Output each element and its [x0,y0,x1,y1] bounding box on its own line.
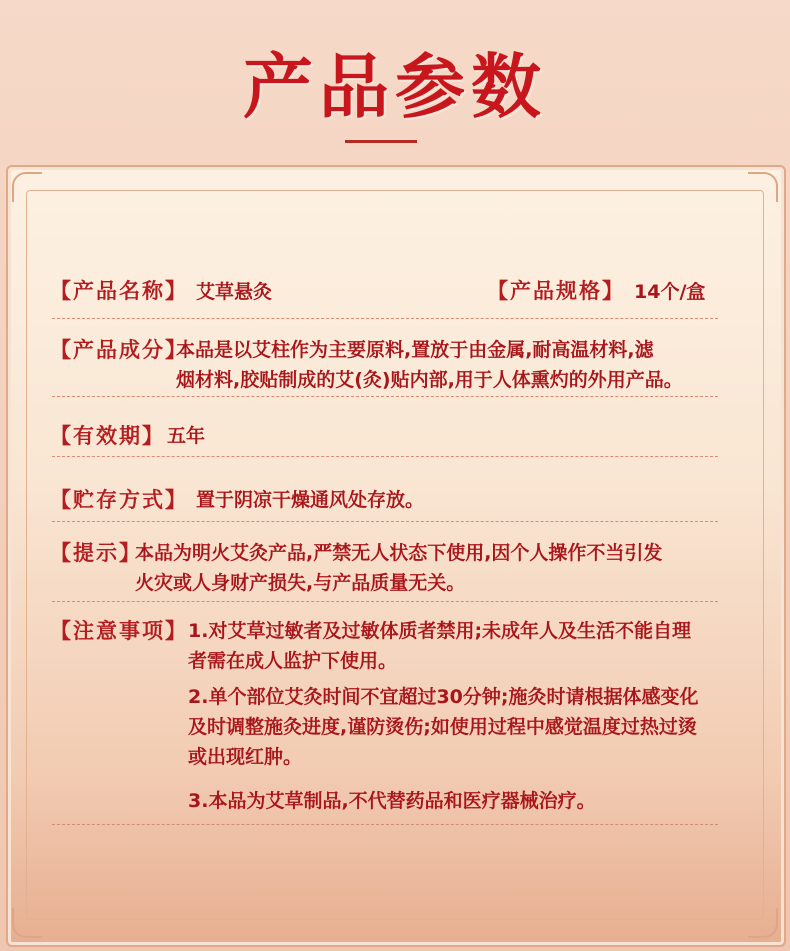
product-name-value: 艾草悬灸 [196,281,273,303]
note-2-line-3: 或出现红肿。 [188,746,303,768]
tip-text-line-2: 火灾或人身财产损失,与产品质量无关。 [135,572,466,594]
ingredients-text-line-1: 本品是以艾柱作为主要原料,置放于由金属,耐高温材料,滤 [176,339,654,361]
corner-ornament-bottom-left [12,908,42,938]
validity-label: 【有效期】 [50,424,165,448]
divider-line [52,601,718,602]
ingredients-text-line-2: 烟材料,胶贴制成的艾(灸)贴内部,用于人体熏灼的外用产品。 [176,369,683,391]
note-1-line-1: 1.对艾草过敏者及过敏体质者禁用;未成年人及生活不能自理 [188,620,692,642]
notes-label: 【注意事项】 [50,619,188,643]
ingredients-label: 【产品成分】 [50,338,188,362]
storage-value: 置于阴凉干燥通风处存放。 [196,489,425,511]
storage-label: 【贮存方式】 [50,488,188,512]
note-2-line-2: 及时调整施灸进度,谨防烫伤;如使用过程中感觉温度过热过烫 [188,716,697,738]
corner-ornament-top-left [12,172,42,202]
divider-line [52,456,718,457]
tip-text-line-1: 本品为明火艾灸产品,严禁无人状态下使用,因个人操作不当引发 [135,542,663,564]
validity-value: 五年 [167,425,206,447]
page-title: 产品参数 [243,45,547,128]
note-3-line-1: 3.本品为艾草制品,不代替药品和医疗器械治疗。 [188,790,596,812]
divider-line [52,521,718,522]
product-name-label: 【产品名称】 [50,279,188,303]
product-spec-label: 【产品规格】 [487,279,625,303]
note-1-line-2: 者需在成人监护下使用。 [188,650,398,672]
divider-line [52,824,718,825]
tip-label: 【提示】 [50,541,142,565]
divider-line [52,396,718,397]
note-2-line-1: 2.单个部位艾灸时间不宜超过30分钟;施灸时请根据体感变化 [188,686,699,708]
corner-ornament-top-right [748,172,778,202]
title-underline [345,140,417,143]
divider-line [52,318,718,319]
corner-ornament-bottom-right [748,908,778,938]
product-spec-value: 14个/盒 [634,281,706,303]
